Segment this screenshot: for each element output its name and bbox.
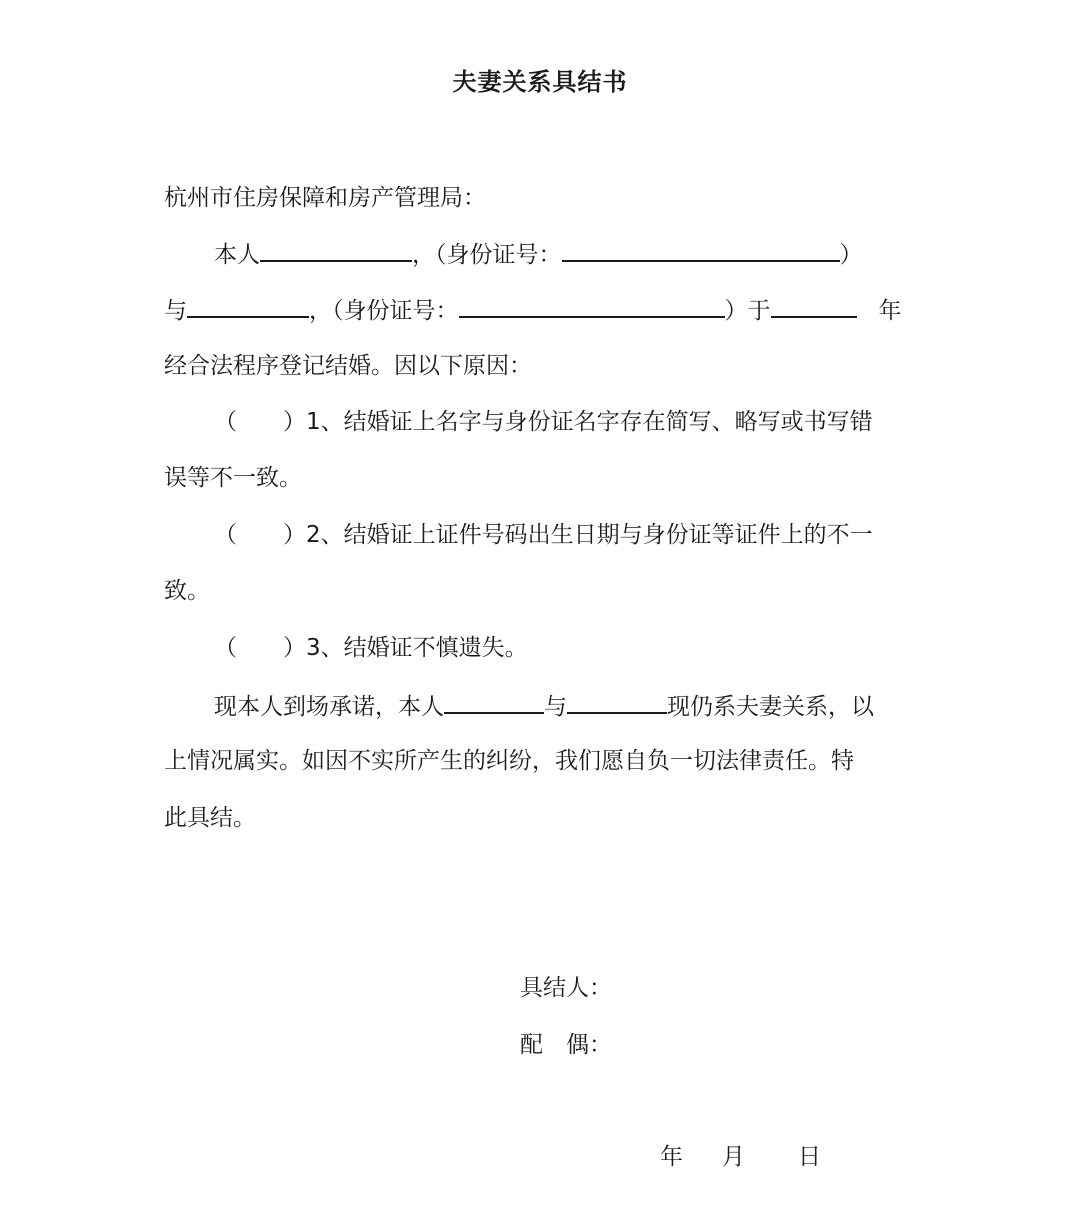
self-name-blank bbox=[260, 236, 412, 262]
self-id-blank bbox=[562, 236, 840, 262]
promise-spouse-blank bbox=[567, 688, 667, 714]
reason-1-checkbox: （ ） bbox=[214, 409, 306, 435]
reason-2-cont: 致。 bbox=[164, 578, 210, 604]
para1-line2 bbox=[164, 292, 902, 328]
spouse-label: 配 偶： bbox=[520, 1032, 612, 1058]
signer-label: 具结人： bbox=[520, 975, 612, 1001]
close-paren: ） bbox=[839, 242, 863, 268]
spouse-name-blank bbox=[187, 292, 309, 318]
promise-part1: 现本人到场承诺，本人 bbox=[214, 694, 444, 720]
promise-line3: 此具结。 bbox=[164, 805, 256, 831]
para1-line3: 经合法程序登记结婚。因以下原因： bbox=[164, 353, 532, 379]
document-title: 夫妻关系具结书 bbox=[452, 68, 628, 96]
on-label: ）于 bbox=[724, 298, 771, 324]
reason-3 bbox=[214, 631, 528, 665]
date-month: 月 bbox=[722, 1144, 745, 1170]
promise-line1 bbox=[214, 688, 874, 724]
date-day: 日 bbox=[798, 1144, 821, 1170]
id-label-2: ，（身份证号： bbox=[309, 298, 459, 324]
promise-part2: 现仍系夫妻关系，以 bbox=[667, 694, 874, 720]
date-year: 年 bbox=[660, 1144, 683, 1170]
id-label: ，（身份证号： bbox=[412, 242, 562, 268]
reason-2-checkbox: （ ） bbox=[214, 522, 306, 548]
reason-3-text: 3、结婚证不慎遗失。 bbox=[306, 635, 528, 661]
with-label: 与 bbox=[164, 298, 187, 324]
reason-3-checkbox: （ ） bbox=[214, 635, 306, 661]
year-blank bbox=[771, 292, 857, 318]
reason-1-text: 1、结婚证上名字与身份证名字存在简写、略写或书写错 bbox=[306, 409, 873, 435]
reason-1 bbox=[214, 405, 873, 439]
promise-with: 与 bbox=[544, 694, 567, 720]
promise-self-blank bbox=[444, 688, 544, 714]
reason-1-cont: 误等不一致。 bbox=[164, 465, 302, 491]
promise-line2: 上情况属实。如因不实所产生的纠纷，我们愿自负一切法律责任。特 bbox=[164, 748, 854, 774]
para1-line1 bbox=[214, 236, 863, 272]
reason-2 bbox=[214, 518, 873, 552]
spouse-id-blank bbox=[459, 292, 725, 318]
reason-2-text: 2、结婚证上证件号码出生日期与身份证等证件上的不一 bbox=[306, 522, 873, 548]
addressee: 杭州市住房保障和房产管理局： bbox=[164, 185, 486, 211]
self-label: 本人 bbox=[214, 242, 260, 268]
year-label: 年 bbox=[878, 298, 902, 324]
